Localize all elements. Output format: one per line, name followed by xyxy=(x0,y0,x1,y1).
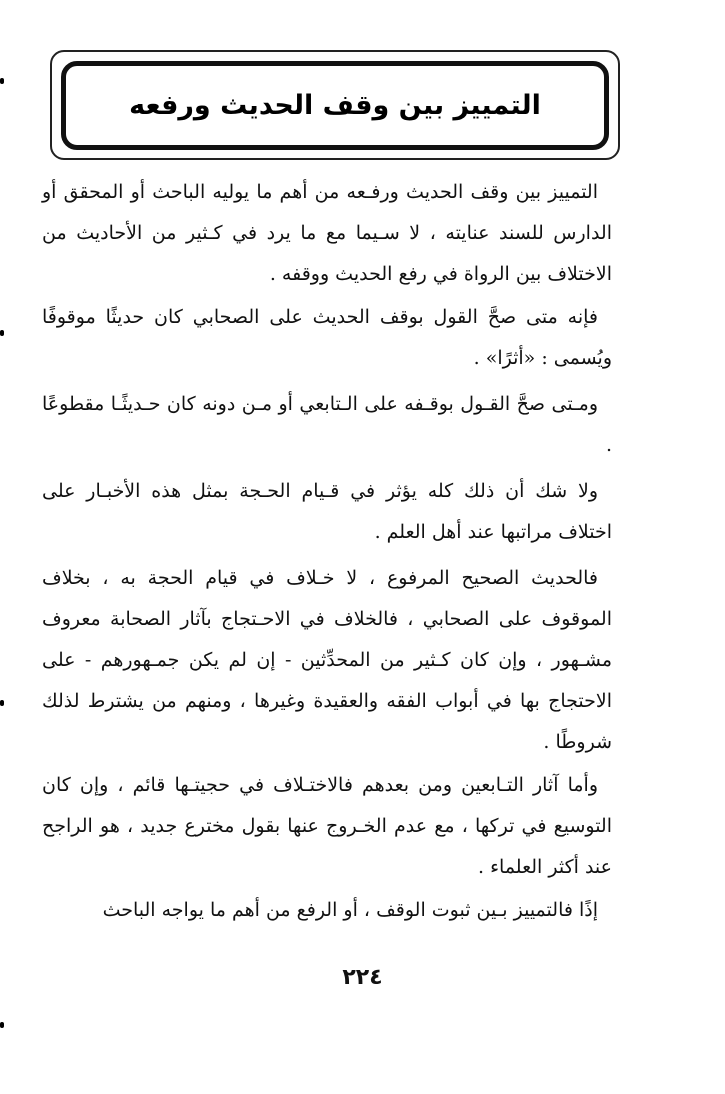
edge-mark-lower xyxy=(0,700,4,706)
edge-mark-middle xyxy=(0,330,4,336)
edge-mark-top xyxy=(0,78,4,84)
edge-mark-bottom xyxy=(0,1022,4,1028)
title-frame-inner xyxy=(61,61,609,150)
paragraph-7: إذًا فالتمييز بـين ثبوت الوقف ، أو الرفع من أهم ما يواجه الباحث xyxy=(102,899,598,921)
paragraph-5: فالحديث الصحيح المرفوع ، لا خـلاف في قيام الحجة به ، بخلاف الموقوف على الصحابي ، فالخلاف في الاحـتجاج بآثار الصحابة معروف مشـهور ، وإن كان كـثير من المحدِّثين - إن لم يكن جمـهورهم - على الاحتجاج بها في أبواب الفقه والعقيدة وغيرها ، ومنهم من يشترط لذلك شروطًا . xyxy=(42,567,612,753)
paragraph-1: التمييز بين وقف الحديث ورفـعه من أهم ما يوليه الباحث أو المحقق أو الدارس للسند عنايته ، لا سـيما مع ما يرد في كـثير من الأحاديث من الاختلاف بين الرواة في رفع الحديث ووقفه . xyxy=(42,181,612,285)
body-text xyxy=(42,172,612,931)
paragraph-2: فإنه متى صحَّ القول بوقف الحديث على الصحابي كان حديثًا موقوفًا ويُسمى : «أثرًا» . xyxy=(42,306,612,369)
page-number: ٢٢٤ xyxy=(342,965,383,990)
paragraph-4: ولا شك أن ذلك كله يؤثر في قـيام الحـجة بمثل هذه الأخبـار على اختلاف مراتبها عند أهل العلم . xyxy=(42,480,612,543)
paragraph-6: وأما آثار التـابعين ومن بعدهم فالاختـلاف في حجيتـها قائم ، وإن كان التوسيع في تركها ، مع عدم الخـروج عنها بقول مخترع جديد ، هو الراجح عند أكثر العلماء . xyxy=(42,774,612,878)
paragraph-3: ومـتى صحَّ القـول بوقـفه على الـتابعي أو مـن دونه كان حـديثًـا مقطوعًا . xyxy=(42,393,612,456)
page-title: التمييز بين وقف الحديث ورفعه xyxy=(129,90,541,121)
